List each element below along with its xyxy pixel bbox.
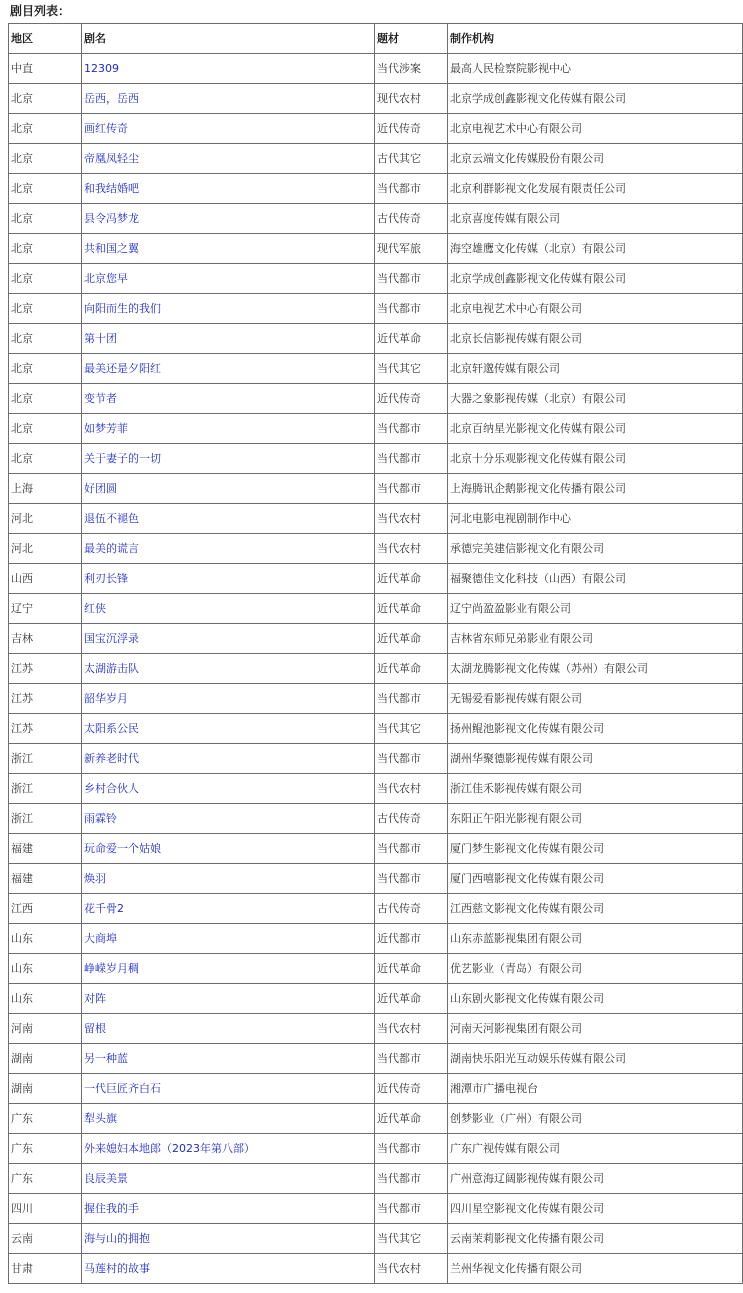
genre-cell: 近代革命: [375, 624, 448, 654]
genre-cell: 当代农村: [375, 774, 448, 804]
title-cell: [82, 204, 375, 234]
region-cell: 广东: [9, 1164, 82, 1194]
genre-cell: 近代革命: [375, 1104, 448, 1134]
title-cell: [82, 114, 375, 144]
drama-title-link[interactable]: 退伍不褪色: [84, 512, 139, 525]
genre-cell: 当代都市: [375, 1134, 448, 1164]
producer-cell: 兰州华视文化传播有限公司: [448, 1254, 743, 1284]
region-cell: 浙江: [9, 804, 82, 834]
table-row: [9, 84, 743, 114]
genre-cell: 近代革命: [375, 594, 448, 624]
table-row: [9, 1164, 743, 1194]
title-cell: [82, 1254, 375, 1284]
region-cell: 江西: [9, 894, 82, 924]
producer-cell: 北京利群影视文化发展有限责任公司: [448, 174, 743, 204]
table-row: [9, 1194, 743, 1224]
region-cell: 广东: [9, 1134, 82, 1164]
drama-title-link[interactable]: 画红传奇: [84, 122, 128, 135]
region-cell: 云南: [9, 1224, 82, 1254]
region-cell: 河北: [9, 504, 82, 534]
title-cell: [82, 1014, 375, 1044]
region-cell: 江苏: [9, 714, 82, 744]
producer-cell: 浙江佳禾影视传媒有限公司: [448, 774, 743, 804]
table-row: [9, 204, 743, 234]
table-row: [9, 654, 743, 684]
table-row: [9, 264, 743, 294]
producer-cell: 北京百纳星光影视文化传媒有限公司: [448, 414, 743, 444]
genre-cell: 当代农村: [375, 1254, 448, 1284]
region-cell: 山西: [9, 564, 82, 594]
drama-title-link[interactable]: 海与山的拥抱: [84, 1232, 150, 1245]
table-row: [9, 564, 743, 594]
table-row: [9, 1014, 743, 1044]
region-cell: 北京: [9, 444, 82, 474]
drama-title-link[interactable]: 犁头旗: [84, 1112, 117, 1125]
genre-cell: 古代传奇: [375, 804, 448, 834]
title-cell: [82, 1104, 375, 1134]
title-cell: [82, 294, 375, 324]
table-row: [9, 504, 743, 534]
table-row: [9, 1044, 743, 1074]
drama-title-link[interactable]: 国宝沉浮录: [84, 632, 139, 645]
producer-cell: 太湖龙腾影视文化传媒（苏州）有限公司: [448, 654, 743, 684]
title-cell: [82, 234, 375, 264]
genre-cell: 当代都市: [375, 744, 448, 774]
drama-title-link[interactable]: 第十团: [84, 332, 117, 345]
producer-cell: 无锡爱看影视传媒有限公司: [448, 684, 743, 714]
drama-title-link[interactable]: 大商埠: [84, 932, 117, 945]
table-row: [9, 924, 743, 954]
region-cell: 上海: [9, 474, 82, 504]
producer-cell: 最高人民检察院影视中心: [448, 54, 743, 84]
drama-title-link[interactable]: 留根: [84, 1022, 106, 1035]
producer-cell: 优艺影业（青岛）有限公司: [448, 954, 743, 984]
producer-cell: 海空雄鹰文化传媒（北京）有限公司: [448, 234, 743, 264]
producer-cell: 湖南快乐阳光互动娱乐传媒有限公司: [448, 1044, 743, 1074]
drama-title-link[interactable]: 红侠: [84, 602, 106, 615]
table-row: [9, 1074, 743, 1104]
table-row: [9, 864, 743, 894]
drama-title-link[interactable]: 县令冯梦龙: [84, 212, 139, 225]
drama-title-link[interactable]: 关于妻子的一切: [84, 452, 161, 465]
genre-cell: 近代传奇: [375, 384, 448, 414]
genre-cell: 当代农村: [375, 534, 448, 564]
producer-cell: 山东赤蓝影视集团有限公司: [448, 924, 743, 954]
table-row: [9, 714, 743, 744]
genre-cell: 当代农村: [375, 1014, 448, 1044]
genre-cell: 现代农村: [375, 84, 448, 114]
producer-cell: 北京云端文化传媒股份有限公司: [448, 144, 743, 174]
table-row: [9, 174, 743, 204]
producer-cell: 东阳正午阳光影视有限公司: [448, 804, 743, 834]
drama-title-link[interactable]: 峥嵘岁月稠: [84, 962, 139, 975]
title-cell: [82, 1044, 375, 1074]
drama-title-link[interactable]: 和我结婚吧: [84, 182, 139, 195]
title-cell: [82, 804, 375, 834]
title-cell: [82, 864, 375, 894]
drama-title-link[interactable]: 变节者: [84, 392, 117, 405]
genre-cell: 当代都市: [375, 264, 448, 294]
region-cell: 福建: [9, 864, 82, 894]
table-row: [9, 414, 743, 444]
genre-cell: 当代都市: [375, 174, 448, 204]
table-row: [9, 354, 743, 384]
table-row: [9, 114, 743, 144]
genre-cell: 当代都市: [375, 414, 448, 444]
genre-cell: 当代其它: [375, 1224, 448, 1254]
drama-title-link[interactable]: 新养老时代: [84, 752, 139, 765]
title-cell: [82, 264, 375, 294]
title-cell: [82, 384, 375, 414]
producer-cell: 广州意海辽阔影视传媒有限公司: [448, 1164, 743, 1194]
table-row: [9, 594, 743, 624]
title-cell: [82, 534, 375, 564]
region-cell: 四川: [9, 1194, 82, 1224]
genre-cell: 当代都市: [375, 1044, 448, 1074]
page-title: 剧目列表：: [10, 4, 71, 18]
genre-cell: 古代其它: [375, 144, 448, 174]
title-cell: [82, 774, 375, 804]
drama-title-link[interactable]: 帝凰凤轻尘: [84, 152, 139, 165]
drama-title-link[interactable]: 马莲村的故事: [84, 1262, 150, 1275]
region-cell: 北京: [9, 84, 82, 114]
drama-title-link[interactable]: 良辰美景: [84, 1172, 128, 1185]
producer-cell: 厦门西嘻影视文化传媒有限公司: [448, 864, 743, 894]
table-row: [9, 894, 743, 924]
region-cell: 北京: [9, 204, 82, 234]
title-cell: [82, 744, 375, 774]
title-cell: [82, 354, 375, 384]
producer-cell: 大器之象影视传媒（北京）有限公司: [448, 384, 743, 414]
region-cell: 福建: [9, 834, 82, 864]
title-cell: [82, 624, 375, 654]
title-cell: [82, 444, 375, 474]
table-body: [9, 54, 743, 1284]
producer-cell: 福聚德佳文化科技（山西）有限公司: [448, 564, 743, 594]
title-cell: [82, 324, 375, 354]
producer-cell: 创梦影业（广州）有限公司: [448, 1104, 743, 1134]
region-cell: 河南: [9, 1014, 82, 1044]
region-cell: 北京: [9, 324, 82, 354]
genre-cell: 古代传奇: [375, 894, 448, 924]
genre-cell: 现代军旅: [375, 234, 448, 264]
drama-title-link[interactable]: 如梦芳菲: [84, 422, 128, 435]
table-header-row: [9, 24, 743, 54]
genre-cell: 当代都市: [375, 1194, 448, 1224]
producer-cell: 北京电视艺术中心有限公司: [448, 294, 743, 324]
table-row: [9, 774, 743, 804]
region-cell: 辽宁: [9, 594, 82, 624]
genre-cell: 近代革命: [375, 654, 448, 684]
genre-cell: 当代其它: [375, 714, 448, 744]
table-row: [9, 1104, 743, 1134]
title-cell: [82, 834, 375, 864]
genre-cell: 当代都市: [375, 1164, 448, 1194]
producer-cell: 河南天河影视集团有限公司: [448, 1014, 743, 1044]
drama-title-link[interactable]: 玩命爱一个姑娘: [84, 842, 161, 855]
region-cell: 江苏: [9, 684, 82, 714]
region-cell: 湖南: [9, 1044, 82, 1074]
table-row: [9, 1254, 743, 1284]
title-cell: [82, 474, 375, 504]
region-cell: 北京: [9, 414, 82, 444]
region-cell: 江苏: [9, 654, 82, 684]
producer-cell: 北京轩邈传媒有限公司: [448, 354, 743, 384]
genre-cell: 近代革命: [375, 984, 448, 1014]
drama-title-link[interactable]: 向阳而生的我们: [84, 302, 161, 315]
genre-cell: 当代都市: [375, 444, 448, 474]
producer-cell: 山东剧火影视文化传媒有限公司: [448, 984, 743, 1014]
producer-cell: 河北电影电视剧制作中心: [448, 504, 743, 534]
genre-cell: 当代其它: [375, 354, 448, 384]
title-cell: [82, 504, 375, 534]
drama-title-link[interactable]: 最美的谎言: [84, 542, 139, 555]
table-row: [9, 1224, 743, 1254]
table-row: [9, 384, 743, 414]
title-cell: [82, 1074, 375, 1104]
header-title: 剧名: [82, 24, 375, 54]
table-row: [9, 474, 743, 504]
title-cell: [82, 144, 375, 174]
producer-cell: 四川星空影视文化传媒有限公司: [448, 1194, 743, 1224]
region-cell: 浙江: [9, 774, 82, 804]
region-cell: 湖南: [9, 1074, 82, 1104]
header-region: 地区: [9, 24, 82, 54]
producer-cell: 北京喜度传媒有限公司: [448, 204, 743, 234]
region-cell: 中直: [9, 54, 82, 84]
header-genre: 题材: [375, 24, 448, 54]
producer-cell: 北京长信影视传媒有限公司: [448, 324, 743, 354]
region-cell: 浙江: [9, 744, 82, 774]
table-row: [9, 744, 743, 774]
title-cell: [82, 54, 375, 84]
table-row: [9, 954, 743, 984]
producer-cell: 湖州华聚德影视传媒有限公司: [448, 744, 743, 774]
producer-cell: 扬州鲲池影视文化传媒有限公司: [448, 714, 743, 744]
genre-cell: 近代革命: [375, 954, 448, 984]
drama-title-link[interactable]: 好团圆: [84, 482, 117, 495]
genre-cell: 近代都市: [375, 924, 448, 954]
drama-title-link[interactable]: 外来媳妇本地郎（2023年第八部）: [84, 1142, 255, 1155]
region-cell: 北京: [9, 264, 82, 294]
title-cell: [82, 594, 375, 624]
title-cell: [82, 1194, 375, 1224]
producer-cell: 辽宁尚盈盈影业有限公司: [448, 594, 743, 624]
genre-cell: 当代都市: [375, 834, 448, 864]
genre-cell: 近代传奇: [375, 114, 448, 144]
drama-title-link[interactable]: 对阵: [84, 992, 106, 1005]
table-row: [9, 234, 743, 264]
producer-cell: 承德完美建信影视文化有限公司: [448, 534, 743, 564]
table-row: [9, 444, 743, 474]
drama-title-link[interactable]: 握住我的手: [84, 1202, 139, 1215]
table-row: [9, 144, 743, 174]
producer-cell: 北京十分乐观影视文化传媒有限公司: [448, 444, 743, 474]
drama-title-link[interactable]: 太湖游击队: [84, 662, 139, 675]
region-cell: 山东: [9, 954, 82, 984]
producer-cell: 厦门梦生影视文化传媒有限公司: [448, 834, 743, 864]
genre-cell: 当代农村: [375, 504, 448, 534]
producer-cell: 云南茉莉影视文化传播有限公司: [448, 1224, 743, 1254]
title-cell: [82, 654, 375, 684]
genre-cell: 当代涉案: [375, 54, 448, 84]
producer-cell: 江西慈文影视文化传媒有限公司: [448, 894, 743, 924]
table-row: [9, 684, 743, 714]
title-cell: [82, 1134, 375, 1164]
region-cell: 山东: [9, 984, 82, 1014]
title-cell: [82, 1164, 375, 1194]
table-row: [9, 294, 743, 324]
drama-title-link[interactable]: 利刃长锋: [84, 572, 128, 585]
drama-title-link[interactable]: 太阳系公民: [84, 722, 139, 735]
drama-title-link[interactable]: 另一种蓝: [84, 1052, 128, 1065]
table-row: [9, 804, 743, 834]
region-cell: 北京: [9, 384, 82, 414]
table-row: [9, 324, 743, 354]
region-cell: 北京: [9, 354, 82, 384]
title-cell: [82, 564, 375, 594]
genre-cell: 当代都市: [375, 864, 448, 894]
title-cell: [82, 84, 375, 114]
region-cell: 甘肃: [9, 1254, 82, 1284]
genre-cell: 当代都市: [375, 684, 448, 714]
title-cell: [82, 714, 375, 744]
region-cell: 北京: [9, 234, 82, 264]
genre-cell: 当代都市: [375, 294, 448, 324]
title-cell: [82, 1224, 375, 1254]
producer-cell: 上海腾讯企鹅影视文化传播有限公司: [448, 474, 743, 504]
table-row: [9, 984, 743, 1014]
title-cell: [82, 894, 375, 924]
header-producer: 制作机构: [448, 24, 743, 54]
region-cell: 山东: [9, 924, 82, 954]
title-cell: [82, 174, 375, 204]
drama-title-link[interactable]: 最美还是夕阳红: [84, 362, 161, 375]
region-cell: 广东: [9, 1104, 82, 1134]
title-cell: [82, 954, 375, 984]
region-cell: 河北: [9, 534, 82, 564]
drama-title-link[interactable]: 雨霖铃: [84, 812, 117, 825]
region-cell: 北京: [9, 294, 82, 324]
producer-cell: 北京学成创鑫影视文化传媒有限公司: [448, 84, 743, 114]
drama-list-table: [8, 23, 743, 1284]
drama-title-link[interactable]: 共和国之翼: [84, 242, 139, 255]
producer-cell: 北京学成创鑫影视文化传媒有限公司: [448, 264, 743, 294]
genre-cell: 当代都市: [375, 474, 448, 504]
producer-cell: 广东广视传媒有限公司: [448, 1134, 743, 1164]
region-cell: 北京: [9, 114, 82, 144]
producer-cell: 吉林省东师兄弟影业有限公司: [448, 624, 743, 654]
title-cell: [82, 924, 375, 954]
genre-cell: 近代传奇: [375, 1074, 448, 1104]
region-cell: 北京: [9, 144, 82, 174]
genre-cell: 近代革命: [375, 324, 448, 354]
table-row: [9, 624, 743, 654]
drama-title-link[interactable]: 韶华岁月: [84, 692, 128, 705]
producer-cell: 北京电视艺术中心有限公司: [448, 114, 743, 144]
drama-title-link[interactable]: 焕羽: [84, 872, 106, 885]
drama-title-link[interactable]: 乡村合伙人: [84, 782, 139, 795]
producer-cell: 湘潭市广播电视台: [448, 1074, 743, 1104]
drama-title-link[interactable]: 北京您早: [84, 272, 128, 285]
table-row: [9, 534, 743, 564]
table-row: [9, 1134, 743, 1164]
title-cell: [82, 984, 375, 1014]
table-row: [9, 834, 743, 864]
drama-title-link[interactable]: 岳西，岳西: [84, 92, 139, 105]
region-cell: 北京: [9, 174, 82, 204]
genre-cell: 古代传奇: [375, 204, 448, 234]
table-row: [9, 54, 743, 84]
region-cell: 吉林: [9, 624, 82, 654]
drama-title-link[interactable]: 一代巨匠齐白石: [84, 1082, 161, 1095]
drama-title-link[interactable]: 花千骨2: [84, 902, 124, 915]
genre-cell: 近代革命: [375, 564, 448, 594]
drama-title-link[interactable]: 12309: [84, 62, 119, 75]
title-cell: [82, 684, 375, 714]
title-cell: [82, 414, 375, 444]
